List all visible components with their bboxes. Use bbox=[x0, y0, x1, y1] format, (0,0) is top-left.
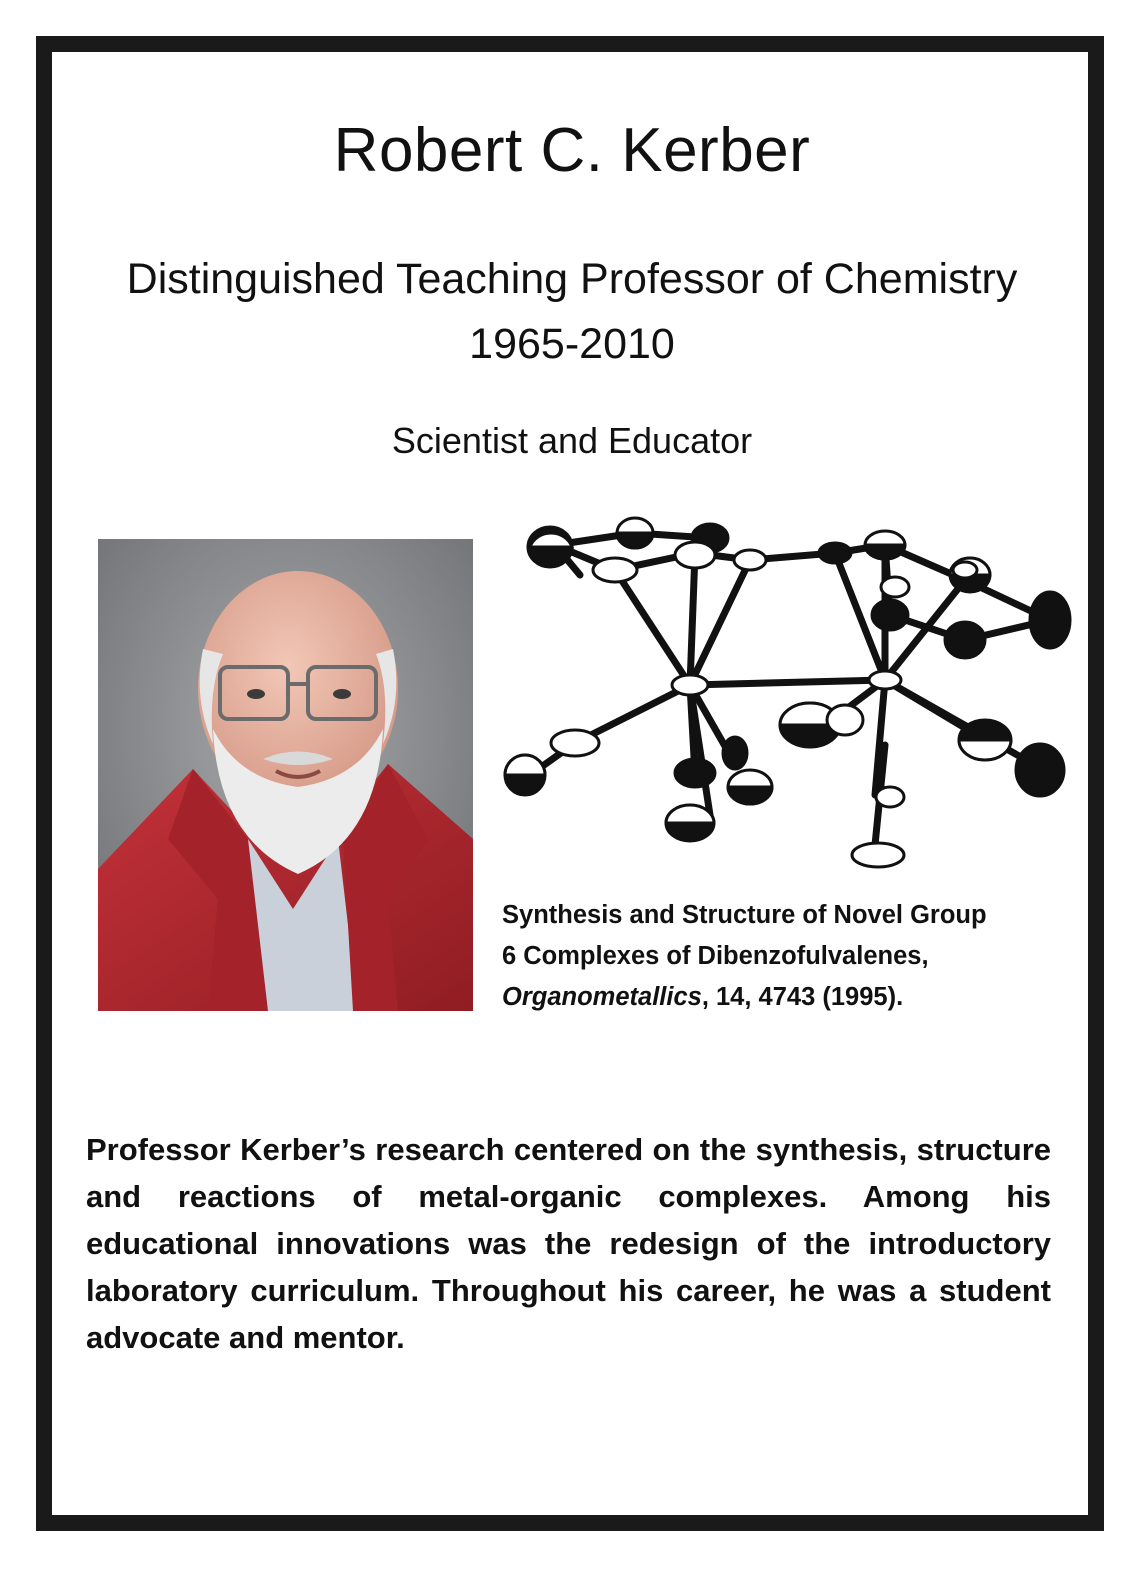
position-title: Distinguished Teaching Professor of Chemistry bbox=[126, 255, 1018, 303]
journal-name: Organometallics bbox=[502, 983, 702, 1011]
subtitle: Scientist and Educator bbox=[391, 420, 753, 461]
journal-volume: 14 bbox=[716, 983, 745, 1011]
tenure-years: 1965-2010 bbox=[469, 320, 675, 368]
citation-separator: , bbox=[701, 983, 716, 1011]
page-title: Robert C. Kerber bbox=[333, 116, 811, 185]
caption-line-1: Synthesis and Structure of Novel Group bbox=[502, 901, 987, 929]
molecular-structure-diagram bbox=[495, 505, 1085, 885]
caption-citation bbox=[502, 977, 1102, 1018]
caption-line-2: 6 Complexes of Dibenzofulvalenes, bbox=[502, 942, 929, 970]
portrait-photo bbox=[98, 539, 473, 1011]
citation-pages-year: , 4743 (1995). bbox=[744, 983, 904, 1011]
biography-paragraph: Professor Kerber’s research centered on the synthesis, structure and reactions of metal-organic complexes. Among his educational innovations was the redesign of the introductory laboratory curriculum. Throughout his career, he was a student advocate and mentor. bbox=[86, 1132, 1051, 1355]
figure-caption bbox=[502, 895, 1102, 1018]
